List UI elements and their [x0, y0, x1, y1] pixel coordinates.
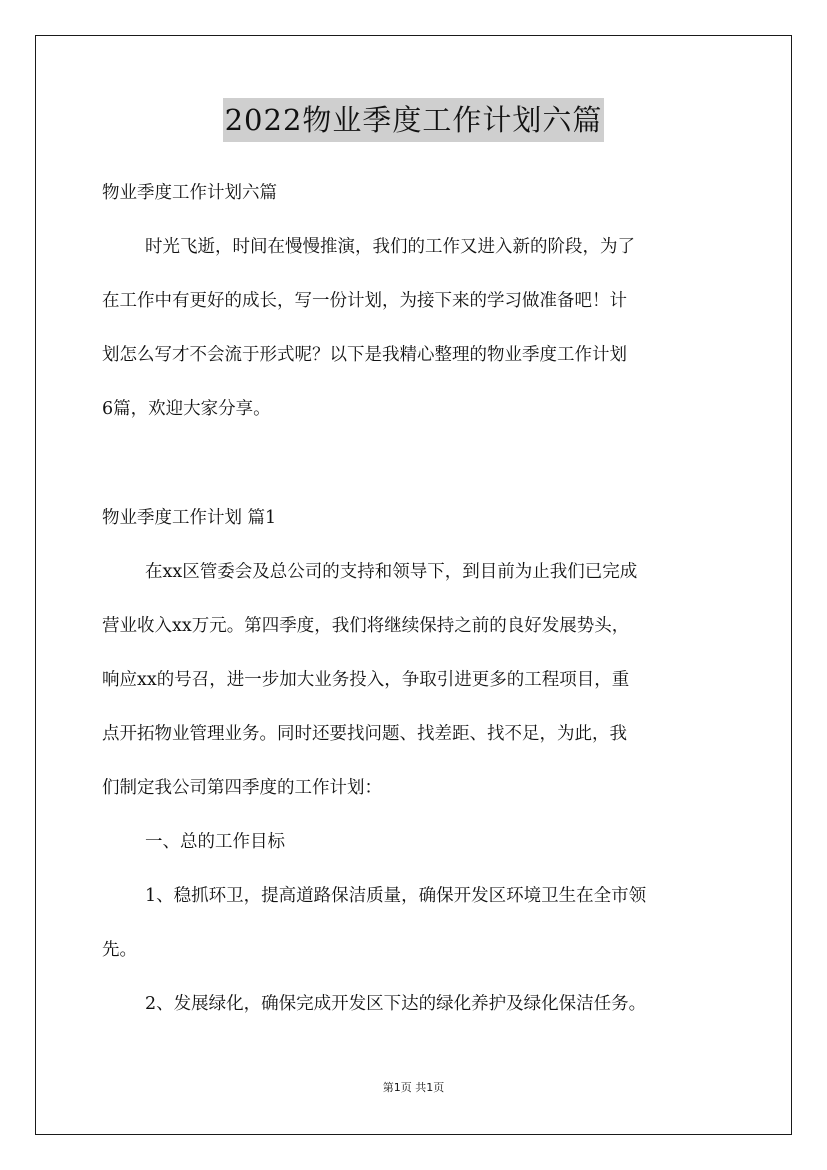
document-title: 2022物业季度工作计划六篇 [223, 98, 605, 142]
intro-line: 在工作中有更好的成长，写一份计划，为接下来的学习做准备吧！计 [102, 291, 627, 311]
item-line: 1、稳抓环卫，提高道路保洁质量，确保开发区环境卫生在全市领 [145, 886, 647, 906]
section-heading: 物业季度工作计划 篇1 [102, 508, 277, 528]
item-line: 先。 [102, 940, 137, 960]
paragraph-line: 营业收入xx万元。第四季度，我们将继续保持之前的良好发展势头， [102, 616, 630, 636]
intro-line: 6篇，欢迎大家分享。 [102, 399, 271, 419]
intro-paragraph [102, 220, 727, 436]
paragraph-line: 在xx区管委会及总公司的支持和领导下，到目前为止我们已完成 [145, 562, 638, 582]
section1-paragraph [102, 545, 727, 815]
goal-heading: 一、总的工作目标 [145, 832, 285, 852]
page-footer: 第1页 共1页 [382, 1081, 445, 1094]
goal-item-2: 2、发展绿化，确保完成开发区下达的绿化养护及绿化保洁任务。 [145, 994, 647, 1014]
title-block [0, 98, 827, 142]
paragraph-line: 点开拓物业管理业务。同时还要找问题、找差距、找不足，为此，我 [102, 724, 627, 744]
subtitle: 物业季度工作计划六篇 [102, 183, 277, 203]
paragraph-line: 响应xx的号召，进一步加大业务投入，争取引进更多的工程项目，重 [102, 670, 630, 690]
intro-line: 时光飞逝，时间在慢慢推演，我们的工作又进入新的阶段，为了 [145, 237, 635, 257]
paragraph-line: 们制定我公司第四季度的工作计划： [102, 778, 382, 798]
intro-line: 划怎么写才不会流于形式呢？以下是我精心整理的物业季度工作计划 [102, 345, 627, 365]
goal-item-1 [102, 869, 727, 977]
